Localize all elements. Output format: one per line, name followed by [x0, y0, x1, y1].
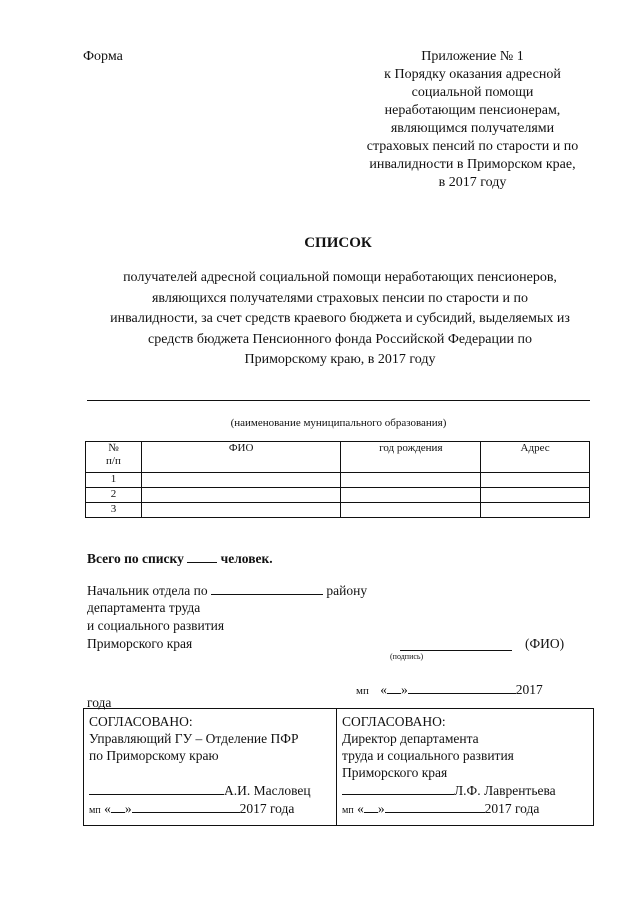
approval-name: Л.Ф. Лаврентьева: [454, 783, 556, 798]
head-date-line: [356, 680, 543, 699]
table-row: [86, 473, 590, 488]
column-address: Адрес: [481, 442, 590, 473]
month-blank[interactable]: [132, 799, 240, 813]
approval-date-row: [342, 799, 593, 819]
approval-box: [83, 708, 594, 826]
column-birth-year: год рождения: [341, 442, 481, 473]
quote-close: »: [124, 801, 132, 816]
form-label: Форма: [83, 49, 123, 64]
approval-heading: СОГЛАСОВАНО:: [342, 714, 446, 729]
approval-right: [337, 709, 593, 825]
year-word: года: [87, 695, 112, 710]
head-title-suffix: району: [326, 583, 368, 598]
table-row: [86, 488, 590, 503]
approval-heading: СОГЛАСОВАНО:: [89, 714, 193, 729]
recipients-table: [85, 441, 590, 518]
subtitle-line: инвалидности, за счет средств краевого бюджета и субсидий, выделяемых из: [110, 311, 570, 326]
table-cell: [341, 473, 481, 488]
table-cell: 3: [86, 503, 142, 518]
municipality-caption: (наименование муниципального образования): [230, 417, 447, 429]
approval-date: 2017 года: [239, 801, 295, 816]
appendix-line: социальной помощи: [411, 85, 534, 100]
total-suffix: человек.: [220, 551, 273, 566]
approval-position: Приморского края: [342, 765, 448, 780]
subtitle-line: получателей адресной социальной помощи неработающих пенсионеров,: [123, 270, 557, 285]
month-blank[interactable]: [408, 680, 516, 694]
fio-label: (ФИО): [525, 636, 565, 651]
table-row: [86, 503, 590, 518]
appendix-line: неработающим пенсионерам,: [384, 103, 561, 118]
mp-label: мп: [89, 805, 101, 816]
table-cell: 2: [86, 488, 142, 503]
table-header-row: [86, 442, 590, 473]
approval-signature-row: [342, 781, 593, 799]
approval-position: Директор департамента: [342, 731, 479, 746]
day-blank[interactable]: [364, 799, 378, 813]
appendix-block: [355, 48, 590, 192]
appendix-line: к Порядку оказания адресной: [384, 67, 561, 82]
table-cell: 1: [86, 473, 142, 488]
municipality-line: [87, 400, 590, 401]
table-cell: [481, 473, 590, 488]
table-cell: [481, 503, 590, 518]
approval-signature-row: [89, 781, 336, 799]
quote-close: »: [400, 682, 408, 697]
head-line-3: и социального развития: [87, 618, 225, 633]
appendix-line: являющимся получателями: [390, 121, 555, 136]
mp-label: мп: [356, 685, 369, 697]
day-blank[interactable]: [387, 680, 401, 694]
appendix-line: Приложение № 1: [421, 49, 524, 64]
appendix-line: в 2017 году: [438, 175, 507, 190]
signature-line[interactable]: [400, 650, 512, 651]
approval-position: Управляющий ГУ – Отделение ПФР: [89, 731, 299, 746]
approval-name: А.И. Масловец: [224, 783, 311, 798]
column-fio: ФИО: [141, 442, 341, 473]
approval-position: труда и социального развития: [342, 748, 514, 763]
approval-position: по Приморскому краю: [89, 748, 219, 763]
head-line-2: департамента труда: [87, 600, 201, 615]
approval-signature-blank[interactable]: [89, 781, 224, 795]
appendix-line: страховых пенсий по старости и по: [366, 139, 579, 154]
day-blank[interactable]: [111, 799, 125, 813]
table-cell: [341, 488, 481, 503]
head-line-4: Приморского края: [87, 636, 193, 651]
district-blank[interactable]: [211, 581, 323, 595]
total-prefix: Всего по списку: [87, 551, 184, 566]
quote-open: «: [357, 801, 364, 816]
signature-caption: (подпись): [390, 652, 424, 661]
document-subtitle: [80, 268, 600, 371]
subtitle-line: средств бюджета Пенсионного фонда Российской Федерации по: [148, 331, 532, 347]
head-line-1: [87, 581, 367, 600]
document-title: СПИСОК: [304, 235, 372, 251]
appendix-line: инвалидности в Приморском крае,: [369, 157, 576, 172]
table-cell: [141, 503, 341, 518]
month-blank[interactable]: [385, 799, 485, 813]
column-number: № п/п: [86, 442, 142, 473]
mp-label: мп: [342, 805, 354, 816]
total-line: [87, 549, 273, 568]
approval-left: [84, 709, 337, 825]
approval-date-row: [89, 799, 336, 819]
quote-open: «: [380, 682, 387, 697]
head-title-prefix: Начальник отдела по: [87, 583, 208, 598]
table-cell: [341, 503, 481, 518]
subtitle-line: являющихся получателями страховых пенсии по старости и по: [151, 290, 529, 306]
approval-signature-blank[interactable]: [342, 781, 454, 795]
table-cell: [141, 473, 341, 488]
total-count-blank[interactable]: [187, 549, 217, 563]
table-cell: [141, 488, 341, 503]
year-value: 2017: [515, 682, 543, 697]
subtitle-line: Приморскому краю, в 2017 году: [244, 352, 436, 367]
quote-open: «: [104, 801, 111, 816]
approval-date: 2017 года: [484, 801, 540, 816]
quote-close: »: [377, 801, 385, 816]
table-cell: [481, 488, 590, 503]
